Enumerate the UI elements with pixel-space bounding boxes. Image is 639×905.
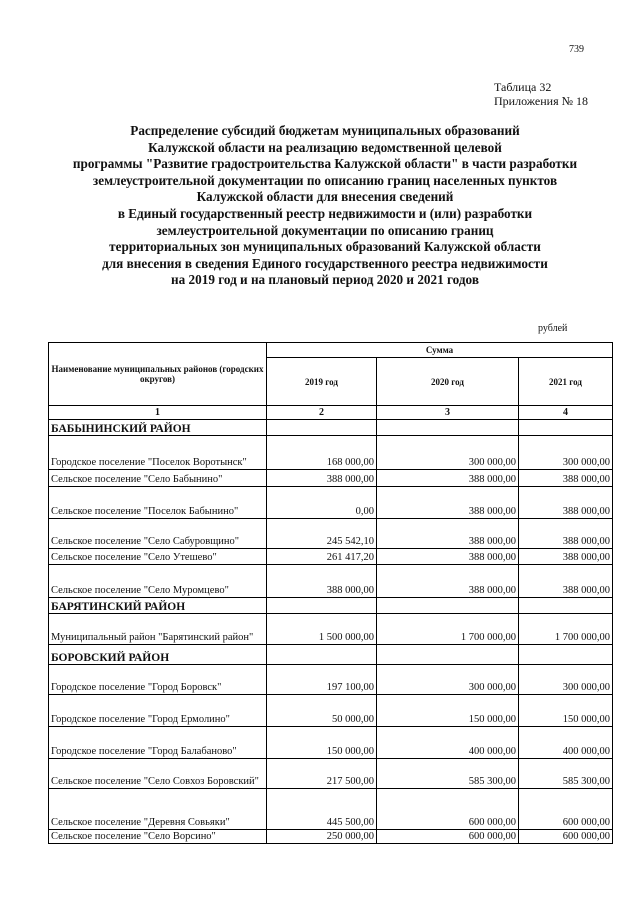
value-2019: 261 417,20 xyxy=(267,549,377,565)
district-row xyxy=(49,645,613,665)
value-2019: 0,00 xyxy=(267,487,377,519)
title-line: территориальных зон муниципальных образований Калужской области xyxy=(109,239,541,255)
column-number: 4 xyxy=(519,406,613,420)
value-2020: 388 000,00 xyxy=(377,549,519,565)
municipality-name: Сельское поселение "Село Совхоз Боровский" xyxy=(49,759,267,789)
value-2020: 388 000,00 xyxy=(377,565,519,598)
empty-cell xyxy=(519,598,613,614)
value-2021: 300 000,00 xyxy=(519,665,613,695)
empty-cell xyxy=(377,598,519,614)
value-2021: 388 000,00 xyxy=(519,487,613,519)
municipality-name: Городское поселение "Город Ермолино" xyxy=(49,695,267,727)
municipality-name: Городское поселение "Город Боровск" xyxy=(49,665,267,695)
municipality-name: Сельское поселение "Деревня Совьяки" xyxy=(49,789,267,830)
empty-cell xyxy=(267,598,377,614)
title-line: землеустроительной документации по описанию границ населенных пунктов xyxy=(92,172,558,188)
value-2019: 168 000,00 xyxy=(267,436,377,470)
value-2020: 585 300,00 xyxy=(377,759,519,789)
table-row xyxy=(49,565,613,598)
value-2019: 150 000,00 xyxy=(267,727,377,759)
table-reference xyxy=(494,80,588,108)
table-row xyxy=(49,789,613,830)
value-2021: 600 000,00 xyxy=(519,789,613,830)
value-2021: 388 000,00 xyxy=(519,565,613,598)
table-row xyxy=(49,436,613,470)
value-2019: 388 000,00 xyxy=(267,565,377,598)
value-2020: 388 000,00 xyxy=(377,519,519,549)
municipality-name: Сельское поселение "Село Муромцево" xyxy=(49,565,267,598)
header-year-2019: 2019 год xyxy=(267,358,377,406)
table-row xyxy=(49,665,613,695)
table-row xyxy=(49,470,613,487)
title-line: Калужской области на реализацию ведомственной целевой xyxy=(148,139,502,155)
table-row xyxy=(49,759,613,789)
table-row xyxy=(49,549,613,565)
municipality-name: Сельское поселение "Село Утешево" xyxy=(49,549,267,565)
title-line: землеустроительной документации по описанию границ xyxy=(156,222,494,238)
district-row xyxy=(49,598,613,614)
title-line: Калужской области для внесения сведений xyxy=(196,189,454,205)
value-2021: 388 000,00 xyxy=(519,519,613,549)
table-row xyxy=(49,727,613,759)
municipality-name: Сельское поселение "Поселок Бабынино" xyxy=(49,487,267,519)
value-2019: 445 500,00 xyxy=(267,789,377,830)
header-year-2020: 2020 год xyxy=(377,358,519,406)
table-body xyxy=(49,420,613,844)
page-number: 739 xyxy=(569,44,584,55)
value-2020: 400 000,00 xyxy=(377,727,519,759)
table-row xyxy=(49,519,613,549)
column-number: 1 xyxy=(49,406,267,420)
value-2021: 600 000,00 xyxy=(519,830,613,844)
empty-cell xyxy=(519,420,613,436)
table-row xyxy=(49,487,613,519)
table-row xyxy=(49,830,613,844)
municipality-name: Муниципальный район "Барятинский район" xyxy=(49,614,267,645)
municipality-name: Городское поселение "Город Балабаново" xyxy=(49,727,267,759)
empty-cell xyxy=(519,645,613,665)
value-2019: 217 500,00 xyxy=(267,759,377,789)
district-name: БОРОВСКИЙ РАЙОН xyxy=(49,645,267,665)
title-line: для внесения в сведения Единого государственного реестра недвижимости xyxy=(102,255,548,271)
value-2019: 388 000,00 xyxy=(267,470,377,487)
municipality-name: Сельское поселение "Село Ворсино" xyxy=(49,830,267,844)
empty-cell xyxy=(377,420,519,436)
value-2019: 1 500 000,00 xyxy=(267,614,377,645)
municipality-name: Сельское поселение "Село Бабынино" xyxy=(49,470,267,487)
value-2020: 600 000,00 xyxy=(377,830,519,844)
title-line: на 2019 год и на плановый период 2020 и 2021 годов xyxy=(171,272,479,288)
value-2021: 388 000,00 xyxy=(519,470,613,487)
value-2020: 388 000,00 xyxy=(377,470,519,487)
value-2021: 300 000,00 xyxy=(519,436,613,470)
column-number: 3 xyxy=(377,406,519,420)
title-line: в Единый государственный реестр недвижимости и (или) разработки xyxy=(117,205,533,221)
table-label: Таблица 32 xyxy=(494,80,552,94)
empty-cell xyxy=(267,420,377,436)
value-2021: 400 000,00 xyxy=(519,727,613,759)
title-line: программы "Развитие градостроительства Калужской области" в части разработки xyxy=(72,156,578,172)
value-2019: 245 542,10 xyxy=(267,519,377,549)
value-2020: 300 000,00 xyxy=(377,436,519,470)
appendix-label: Приложения № 18 xyxy=(494,94,589,108)
column-number: 2 xyxy=(267,406,377,420)
value-2020: 300 000,00 xyxy=(377,665,519,695)
value-2021: 1 700 000,00 xyxy=(519,614,613,645)
subsidy-table xyxy=(48,342,613,844)
municipality-name: Городское поселение "Поселок Воротынск" xyxy=(49,436,267,470)
column-numbers-row xyxy=(49,406,613,420)
value-2019: 250 000,00 xyxy=(267,830,377,844)
title-line: Распределение субсидий бюджетам муниципальных образований xyxy=(130,123,520,138)
value-2019: 197 100,00 xyxy=(267,665,377,695)
district-name: БАБЫНИНСКИЙ РАЙОН xyxy=(49,420,267,436)
value-2021: 388 000,00 xyxy=(519,549,613,565)
value-2020: 388 000,00 xyxy=(377,487,519,519)
district-row xyxy=(49,420,613,436)
value-2021: 585 300,00 xyxy=(519,759,613,789)
header-year-2021: 2021 год xyxy=(519,358,613,406)
value-2020: 1 700 000,00 xyxy=(377,614,519,645)
value-2019: 50 000,00 xyxy=(267,695,377,727)
value-2021: 150 000,00 xyxy=(519,695,613,727)
municipality-name: Сельское поселение "Село Сабуровщино" xyxy=(49,519,267,549)
document-title xyxy=(40,123,610,289)
table-row xyxy=(49,695,613,727)
value-2020: 600 000,00 xyxy=(377,789,519,830)
empty-cell xyxy=(267,645,377,665)
header-name: Наименование муниципальных районов (городских округов) xyxy=(49,343,267,406)
value-2020: 150 000,00 xyxy=(377,695,519,727)
empty-cell xyxy=(377,645,519,665)
table-row xyxy=(49,614,613,645)
header-sum: Сумма xyxy=(267,343,613,358)
district-name: БАРЯТИНСКИЙ РАЙОН xyxy=(49,598,267,614)
units-label: рублей xyxy=(538,323,568,334)
